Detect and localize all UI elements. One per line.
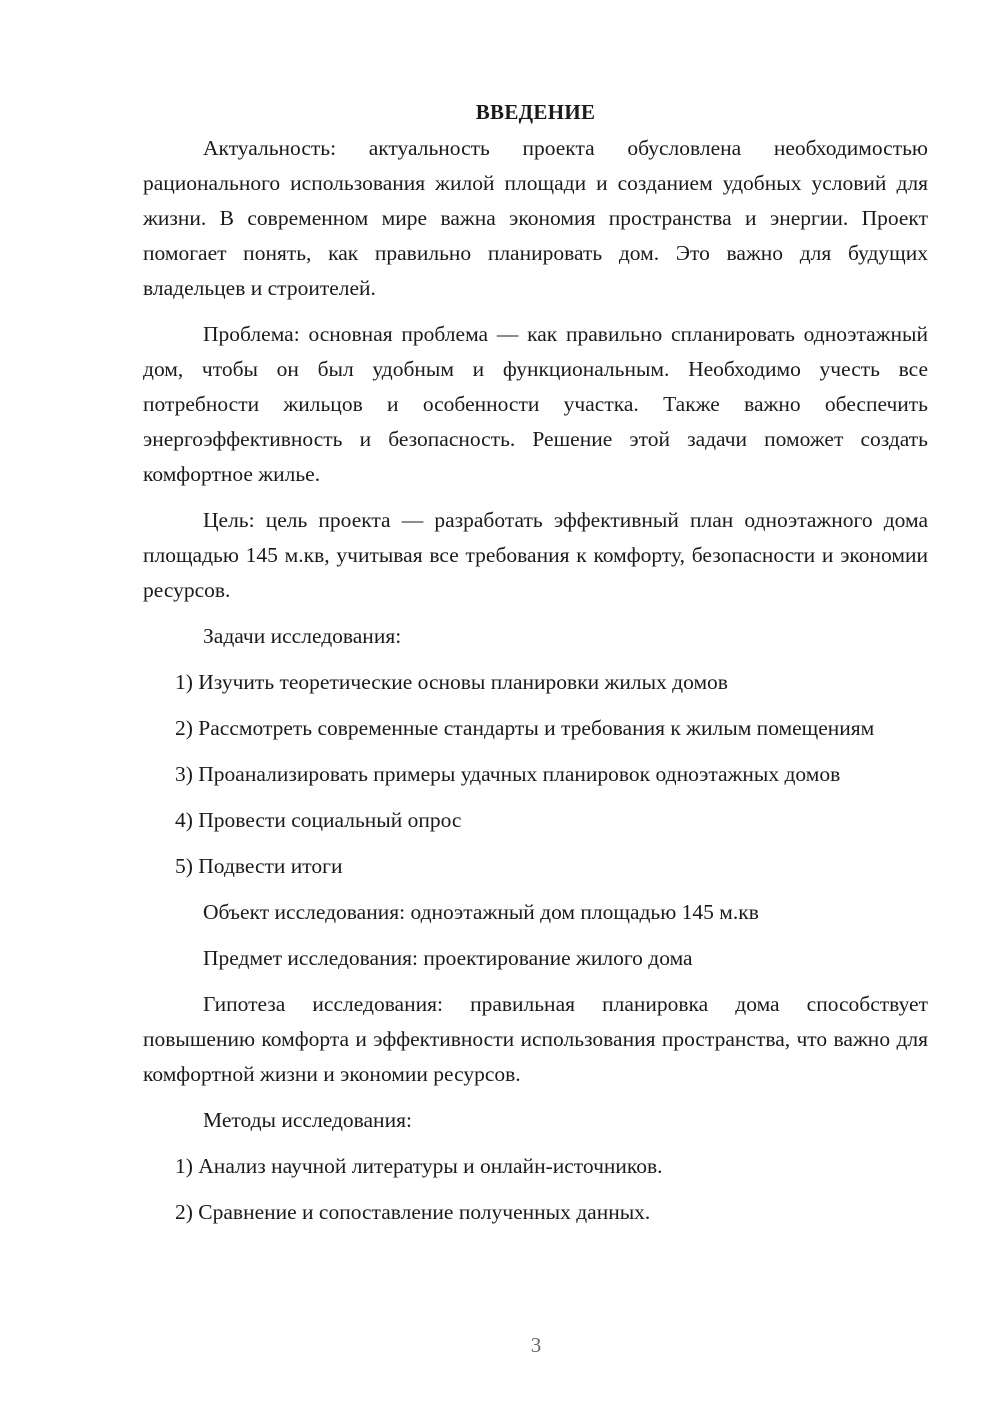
task-item-1: 1) Изучить теоретические основы планировки жилых домов [175, 670, 728, 694]
task-item-2: 2) Рассмотреть современные стандарты и требования к жилым помещениям [175, 716, 875, 740]
page-number: 3 [530, 1333, 542, 1357]
methods-heading: Методы исследования: [203, 1108, 412, 1132]
method-item-2: 2) Сравнение и сопоставление полученных данных. [175, 1200, 651, 1224]
task-item-3: 3) Проанализировать примеры удачных планировок одноэтажных домов [175, 762, 841, 786]
task-item-5: 5) Подвести итоги [175, 854, 343, 878]
method-item-1: 1) Анализ научной литературы и онлайн-источников. [175, 1154, 663, 1178]
task-item-4: 4) Провести социальный опрос [175, 808, 462, 832]
relevance-paragraph: Актуальность: актуальность проекта обусловлена необходимостью рационального использования жилой площади и созданием удобных условий для жизни. В современном мире важна экономия пространства и энергии. Проект помогает понять, как правильно планировать дом. Это важно для будущих владельцев и строителей. [143, 136, 928, 300]
research-object: Объект исследования: одноэтажный дом площадью 145 м.кв [203, 900, 759, 924]
page-title: ВВЕДЕНИЕ [475, 100, 596, 124]
goal-paragraph: Цель: цель проекта — разработать эффективный план одноэтажного дома площадью 145 м.кв, учитывая все требования к комфорту, безопасности и экономии ресурсов. [143, 508, 928, 602]
problem-paragraph: Проблема: основная проблема — как правильно спланировать одноэтажный дом, чтобы он был удобным и функциональным. Необходимо учесть все потребности жильцов и особенности участка. Также важно обеспечить энергоэффективность и безопасность. Решение этой задачи поможет создать комфортное жилье. [143, 322, 928, 486]
research-hypothesis: Гипотеза исследования: правильная планировка дома способствует повышению комфорта и эффективности использования пространства, что важно для комфортной жизни и экономии ресурсов. [143, 992, 928, 1086]
research-subject: Предмет исследования: проектирование жилого дома [203, 946, 693, 970]
tasks-heading: Задачи исследования: [203, 624, 402, 648]
